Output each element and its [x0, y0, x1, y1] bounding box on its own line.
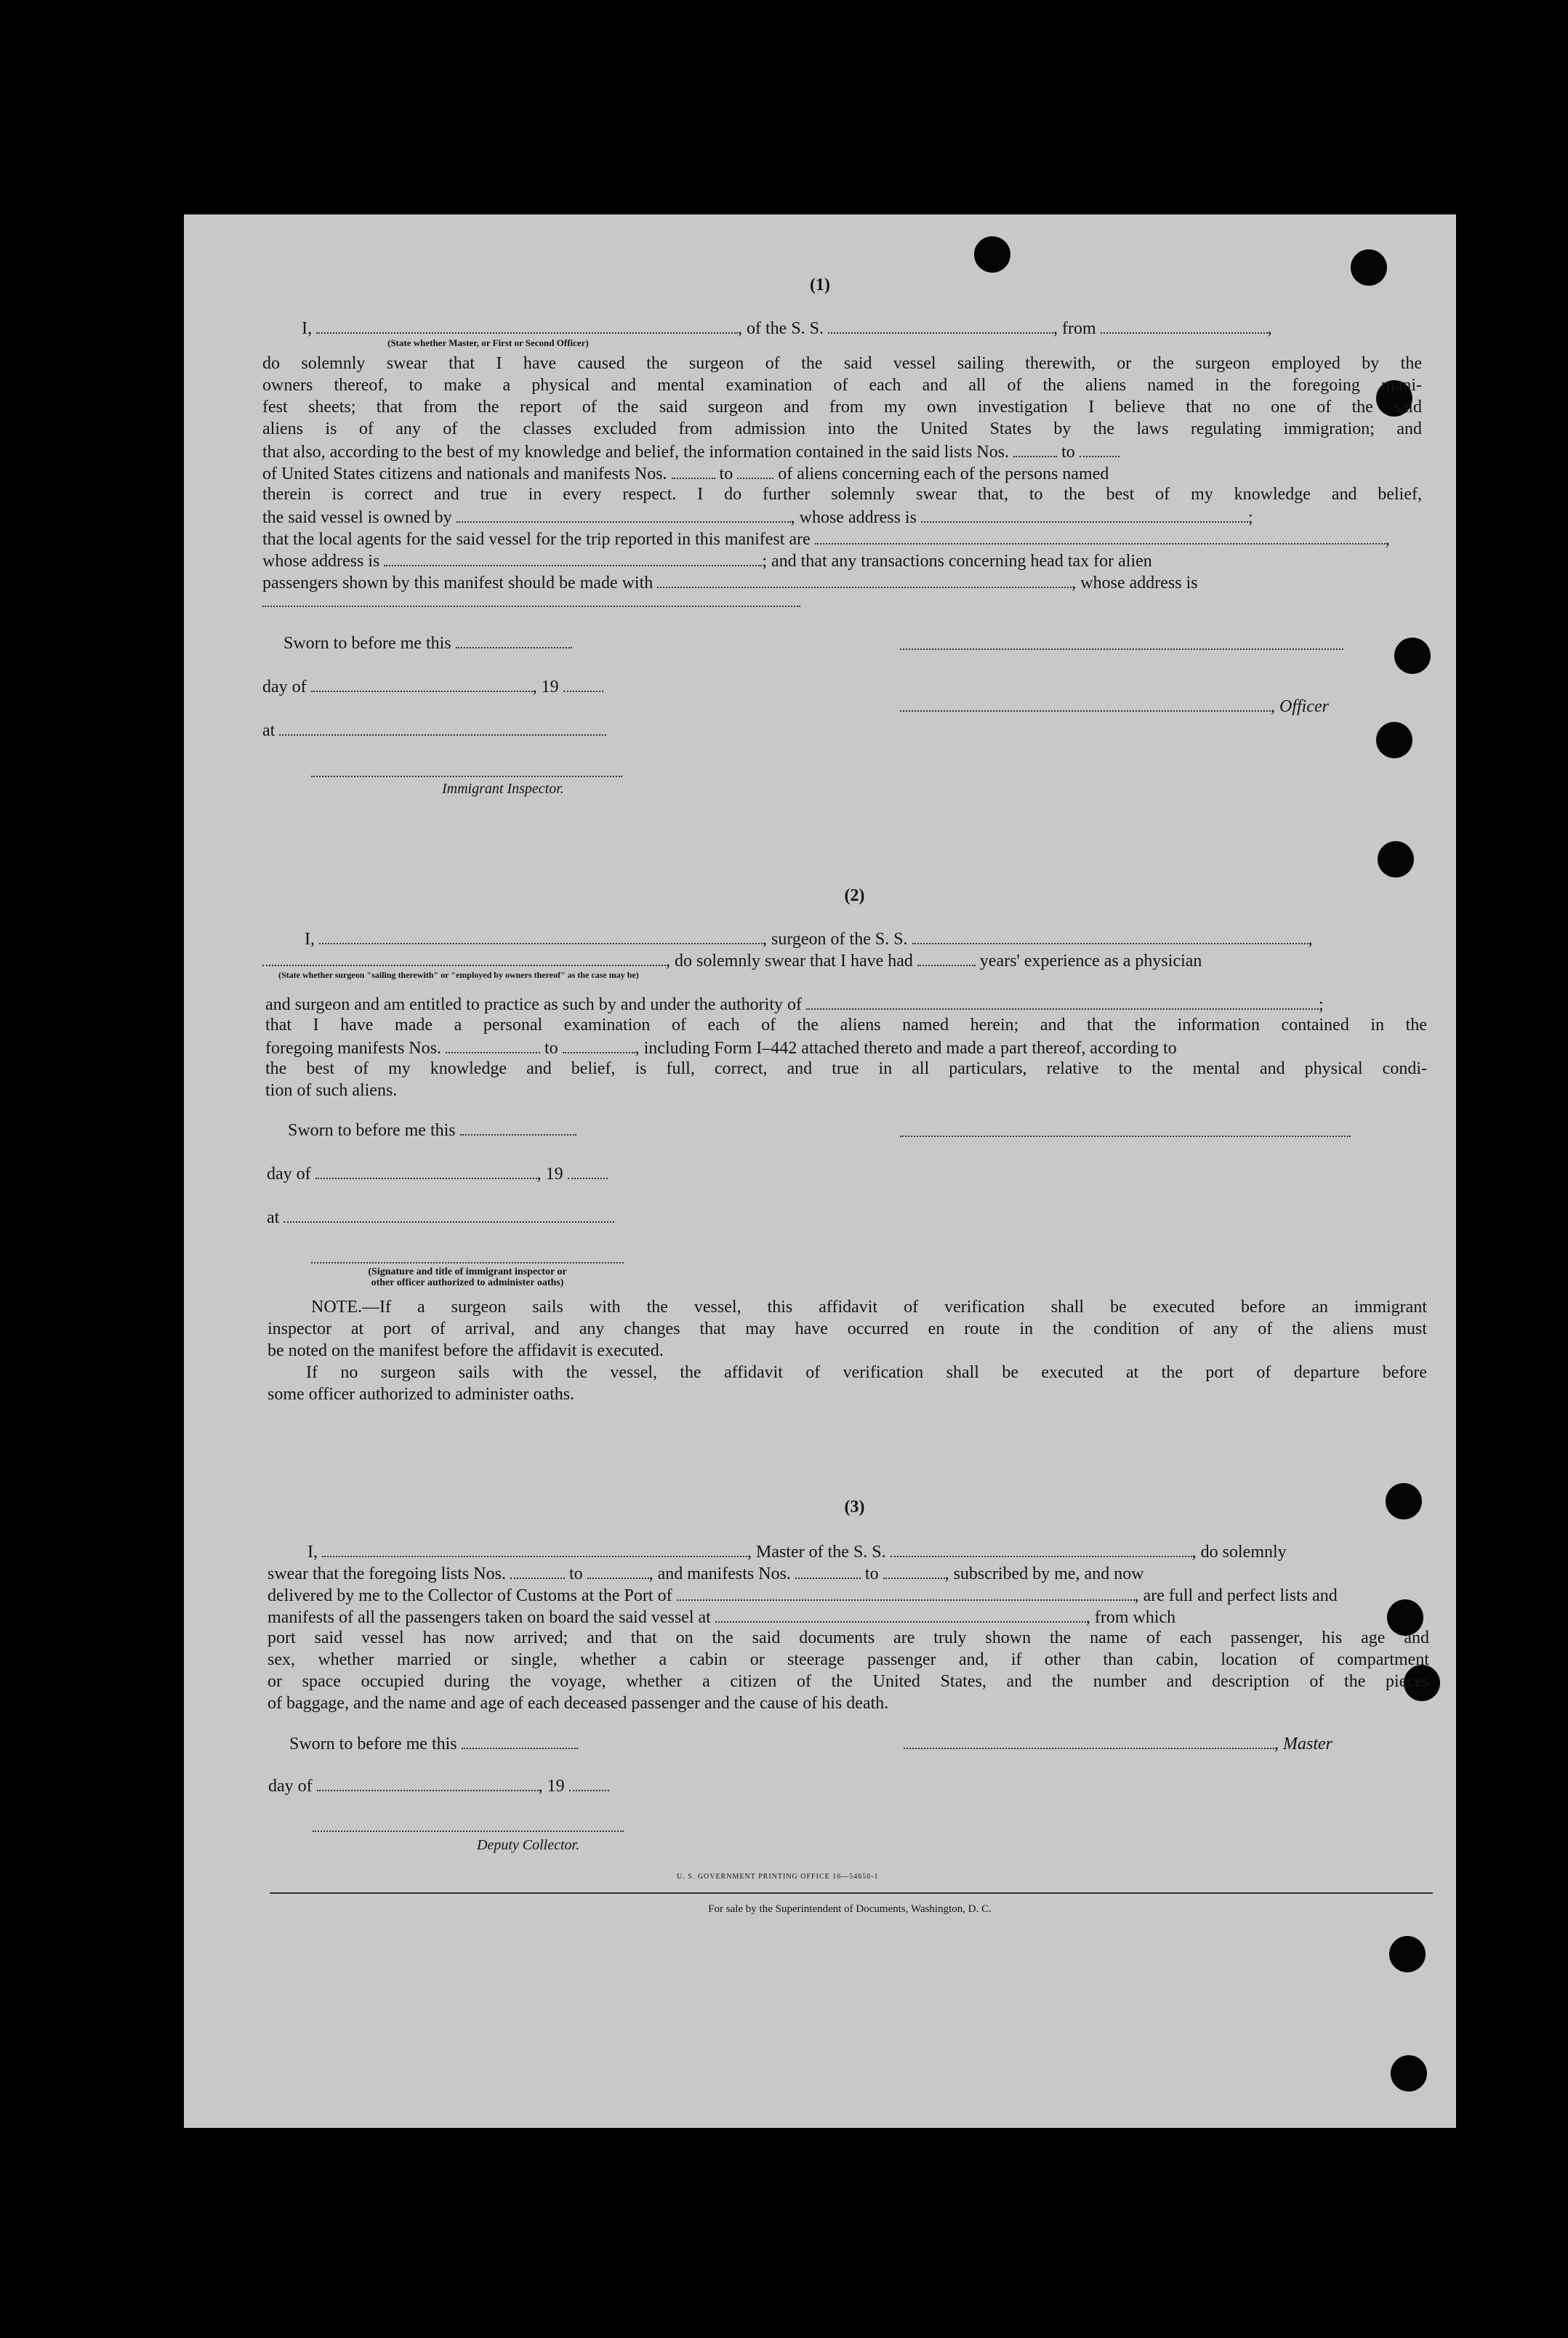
manifests-from-field[interactable] [672, 462, 715, 479]
aliens-line: tion of such aliens. [265, 1081, 398, 1100]
collector-line: delivered by me to the Collector of Customs at the Port of , are full and perfect lists and [268, 1583, 1338, 1607]
oath-paragraph-3: fest sheets; that from the report of the said surgeon and from my own investigation I believe that no one of the said [262, 398, 1422, 417]
sworn-day-field-2[interactable] [460, 1118, 576, 1136]
master-name-field[interactable] [322, 1540, 747, 1557]
manifests-line: of United States citizens and nationals and manifests Nos. to of aliens concerning each of the persons named [262, 462, 1109, 485]
footer-rule [270, 1892, 1433, 1894]
lists-from-field[interactable] [1013, 440, 1057, 457]
master-lists-from-field[interactable] [510, 1562, 565, 1579]
officer-caption: (State whether Master, or First or Second Officer) [387, 337, 589, 348]
surgeon-name-field[interactable] [319, 927, 763, 944]
surgeon-oath-line: I, , surgeon of the S. S. , [305, 927, 1313, 950]
punch-hole [1389, 1936, 1426, 1972]
authority-field[interactable] [806, 992, 1319, 1010]
signature-caption-2: other officer authorized to administer oaths) [371, 1277, 564, 1288]
sworn-line-3: Sworn to before me this [289, 1732, 578, 1755]
officer-signature-field[interactable] [900, 648, 1343, 650]
deputy-label: Deputy Collector. [477, 1837, 580, 1853]
note-line-3: be noted on the manifest before the affidavit is executed. [268, 1341, 664, 1360]
master-oath-line: I, , Master of the S. S. , do solemnly [307, 1540, 1287, 1563]
section-2-number: (2) [844, 886, 865, 905]
head-tax-party-field[interactable] [657, 571, 1072, 588]
arrival-port-field[interactable] [677, 1583, 1135, 1601]
day-month-field-3[interactable] [317, 1774, 539, 1791]
master-manifests-to-field[interactable] [883, 1562, 945, 1579]
section-1-number: (1) [810, 276, 830, 294]
master-lists-line: swear that the foregoing lists Nos. to , and manifests Nos. to , subscribed by me, and now [268, 1562, 1144, 1585]
master-vessel-field[interactable] [890, 1540, 1192, 1557]
officer-title-field[interactable] [900, 694, 1271, 712]
master-label: , Master [1274, 1735, 1332, 1754]
form-line: foregoing manifests Nos. to , including Form I–442 attached thereto and made a part thereof, according to [265, 1036, 1177, 1059]
section-3-number: (3) [844, 1498, 865, 1517]
signature-caption-1: (Signature and title of immigrant inspector or [368, 1266, 567, 1277]
at-line-1: at [262, 718, 606, 742]
officer-authorized-signature-field[interactable] [311, 1262, 624, 1264]
owner-address-field[interactable] [921, 505, 1248, 523]
head-tax-line: passengers shown by this manifest should be made with , whose address is [262, 571, 1198, 594]
year-field-2[interactable] [568, 1162, 608, 1179]
punch-hole [974, 236, 1010, 273]
officer-oath-line: I, , of the S. S. , from , [302, 316, 1272, 340]
place-field-1[interactable] [279, 718, 606, 736]
boarding-line: manifests of all the passengers taken on board the said vessel at , from which [268, 1605, 1175, 1628]
vessel-name-field[interactable] [828, 316, 1053, 334]
day-line-1: day of , 19 [262, 675, 603, 698]
officer-label: , Officer [1271, 697, 1329, 716]
oath-paragraph-1: do solemnly swear that I have caused the surgeon of the said vessel sailing therewith, or the surgeon employed by the [262, 354, 1422, 373]
printing-office-line: U. S. GOVERNMENT PRINTING OFFICE 16—54650-1 [677, 1873, 879, 1881]
surgeon-vessel-field[interactable] [912, 927, 1308, 944]
correct-line: therein is correct and true in every respect. I do further solemnly swear that, to the best of my knowledge and belief, [262, 485, 1422, 504]
authority-line: and surgeon and am entitled to practice as such by and under the authority of ; [265, 992, 1324, 1016]
agents-line: that the local agents for the said vessel for the trip reported in this manifest are , [262, 527, 1390, 550]
master-paragraph-2: sex, whether married or single, whether a cabin or steerage passenger and, if other than cabin, location of compartment [268, 1650, 1429, 1669]
sworn-line-1: Sworn to before me this [284, 631, 572, 654]
at-line-2: at [267, 1205, 614, 1229]
years-experience-field[interactable] [917, 949, 976, 966]
day-month-field-2[interactable] [315, 1162, 537, 1179]
day-line-3: day of , 19 [268, 1774, 609, 1797]
boarding-port-field[interactable] [715, 1605, 1086, 1623]
master-lists-to-field[interactable] [587, 1562, 649, 1579]
sworn-day-field-3[interactable] [462, 1732, 578, 1749]
master-paragraph-4: of baggage, and the name and age of each deceased passenger and the cause of his death. [268, 1694, 889, 1713]
head-tax-address-field[interactable] [262, 606, 800, 607]
day-line-2: day of , 19 [267, 1162, 608, 1185]
oath-paragraph-2: owners thereof, to make a physical and mental examination of each and all of the aliens named in the foregoing mani- [262, 376, 1422, 395]
master-paragraph-1: port said vessel has now arrived; and that on the said documents are truly shown the name of each passenger, his age and [268, 1628, 1429, 1647]
officer-signature-line [900, 694, 1329, 718]
sworn-day-field-1[interactable] [456, 631, 572, 648]
agents-address-field[interactable] [384, 549, 762, 566]
note-line-4: If no surgeon sails with the vessel, the affidavit of verification shall be executed at the port of departure before [306, 1363, 1427, 1382]
master-manifests-from-field[interactable] [795, 1562, 861, 1579]
owner-field[interactable] [457, 505, 791, 523]
surgeon-manifests-to-field[interactable] [563, 1036, 635, 1053]
punch-hole [1378, 841, 1414, 877]
master-signature-line [904, 1732, 1332, 1755]
inspector-label: Immigrant Inspector. [442, 781, 564, 797]
deputy-signature-field[interactable] [313, 1831, 624, 1832]
punch-hole [1394, 638, 1431, 674]
surgeon-experience-line: , do solemnly swear that I have had years' experience as a physician [262, 949, 1202, 972]
year-field-1[interactable] [563, 675, 603, 692]
knowledge-line: the best of my knowledge and belief, is full, correct, and true in all particulars, relative to the mental and physical condi- [265, 1059, 1427, 1078]
note-line-1: NOTE.—If a surgeon sails with the vessel, this affidavit of verification shall be executed before an immigrant [311, 1298, 1427, 1317]
inspector-signature-field[interactable] [311, 776, 622, 777]
agents-field[interactable] [815, 527, 1386, 545]
lists-to-field[interactable] [1079, 440, 1119, 457]
surgeon-signature-field[interactable] [900, 1136, 1351, 1137]
form-sheet [184, 214, 1456, 2128]
lists-line: that also, according to the best of my knowledge and belief, the information contained in the said lists Nos. to [262, 440, 1119, 463]
sworn-line-2: Sworn to before me this [288, 1118, 576, 1141]
punch-hole [1391, 2055, 1427, 2092]
examination-line: that I have made a personal examination of each of the aliens named herein; and that the information contained in the [265, 1016, 1427, 1035]
agents-address-line: whose address is ; and that any transactions concerning head tax for alien [262, 549, 1152, 572]
day-month-field-1[interactable] [311, 675, 533, 692]
surgeon-caption: (State whether surgeon "sailing therewith" or "employed by owners thereof" as the case may be) [278, 970, 639, 980]
manifests-to-field[interactable] [737, 462, 773, 479]
oath-paragraph-4: aliens is of any of the classes excluded from admission into the United States by the laws regulating immigration; and [262, 419, 1422, 438]
note-line-2: inspector at port of arrival, and any changes that may have occurred en route in the condition of any of the aliens must [268, 1319, 1427, 1338]
surgeon-manifests-from-field[interactable] [446, 1036, 540, 1053]
surgeon-status-field[interactable] [262, 949, 666, 966]
year-field-3[interactable] [569, 1774, 609, 1791]
place-field-2[interactable] [284, 1205, 614, 1223]
note-line-5: some officer authorized to administer oaths. [268, 1385, 575, 1404]
punch-hole [1376, 722, 1412, 758]
sale-line: For sale by the Superintendent of Documents, Washington, D. C. [708, 1903, 992, 1915]
departure-port-field[interactable] [1101, 316, 1268, 334]
officer-name-field[interactable] [316, 316, 738, 334]
master-paragraph-3: or space occupied during the voyage, whether a citizen of the United States, and the number and description of the pieces [268, 1672, 1429, 1691]
owner-line: the said vessel is owned by , whose address is ; [262, 505, 1253, 529]
master-signature-field[interactable] [904, 1732, 1274, 1749]
